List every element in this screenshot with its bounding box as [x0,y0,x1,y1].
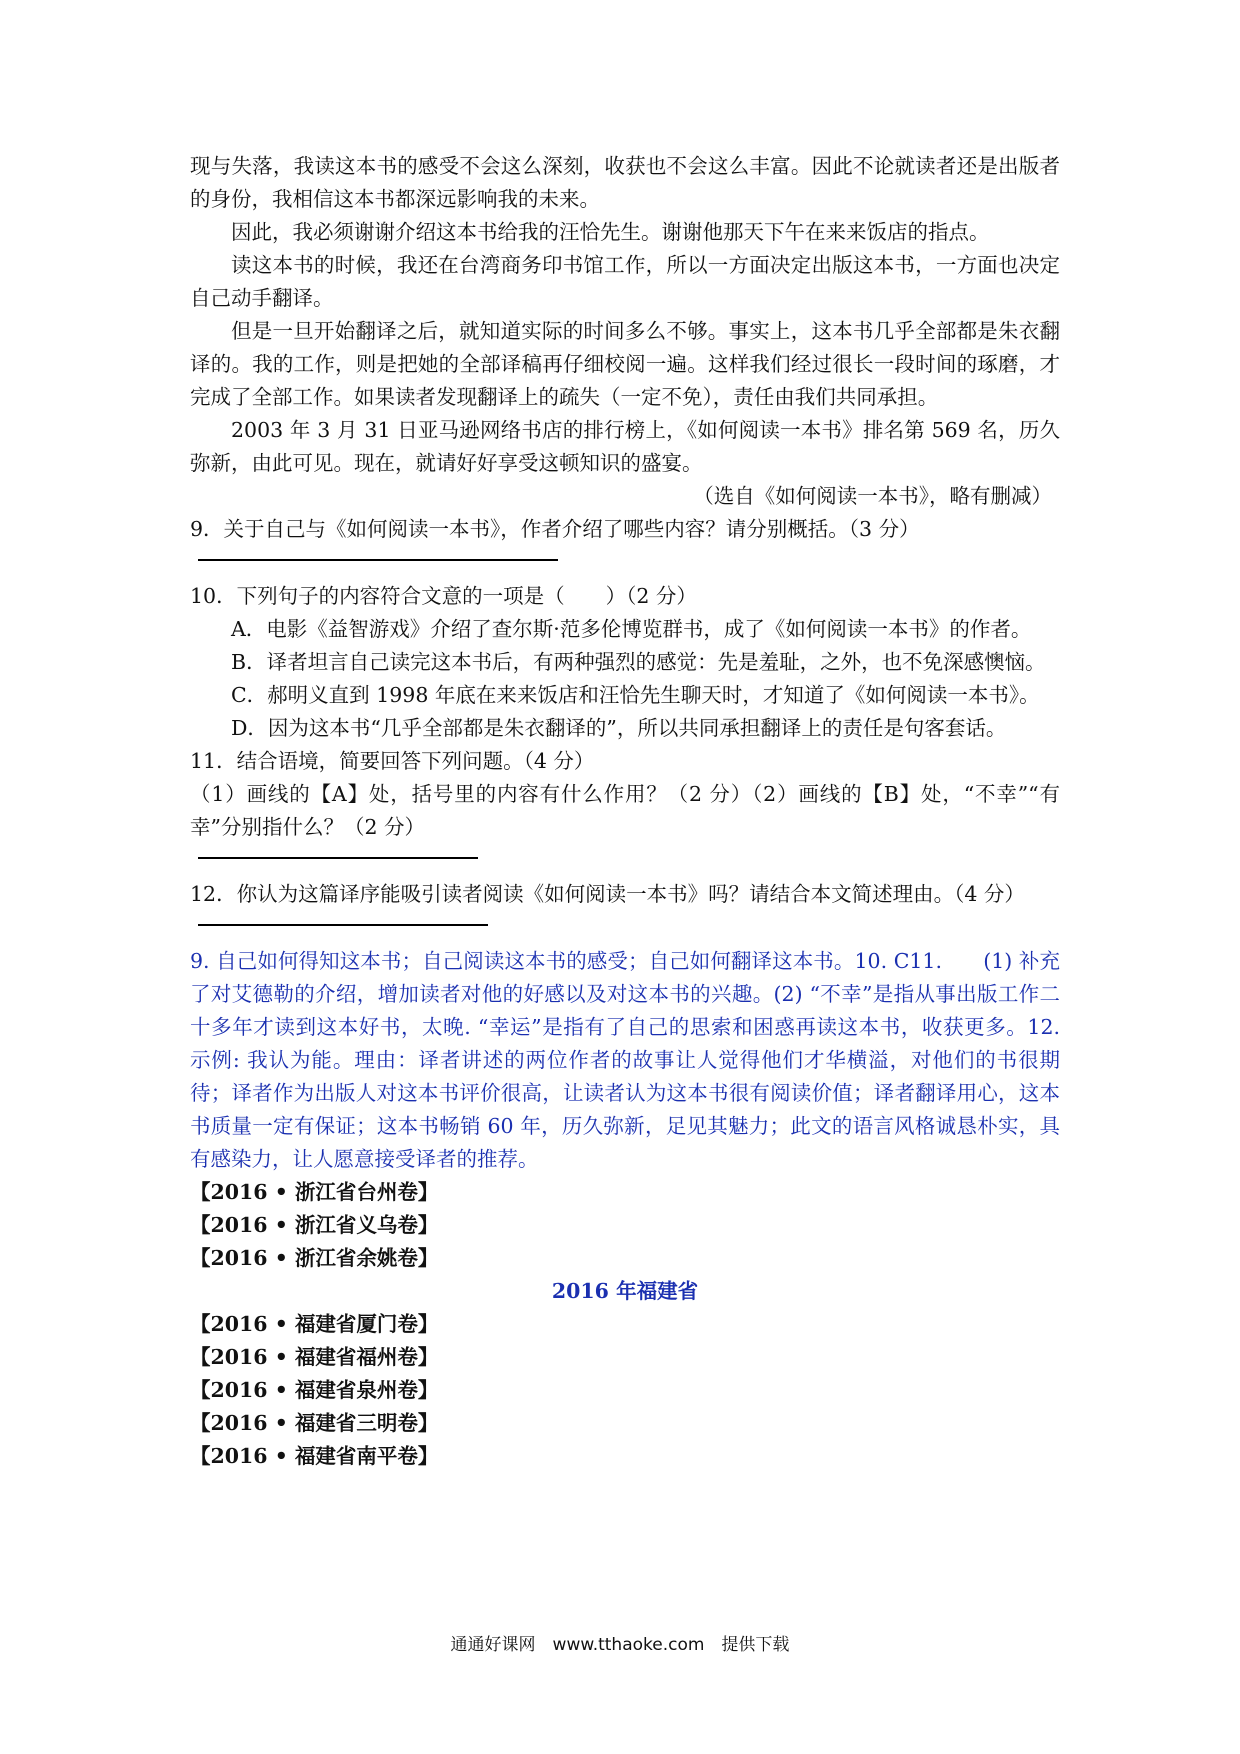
paragraph-2: 因此，我必须谢谢介绍这本书给我的汪恰先生。谢谢他那天下午在来来饭店的指点。 [231,220,990,244]
fujian-quanzhou: 【2016 • 福建省泉州卷】 [190,1378,439,1402]
option-a: A．电影《益智游戏》介绍了查尔斯·范多伦博览群书，成了《如何阅读一本书》的作者。 [231,617,1032,641]
paragraph-3: 读这本书的时候，我还在台湾商务印书馆工作，所以一方面决定出版这本书，一方面也决定自己动手翻译。 [190,253,1060,310]
question-10: 10．下列句子的内容符合文意的一项是（ ）（2 分） [190,584,697,608]
fujian-heading: 2016 年福建省 [551,1279,699,1303]
zhejiang-yiwu: 【2016 • 浙江省义乌卷】 [190,1213,439,1237]
question-12: 12．你认为这篇译序能吸引读者阅读《如何阅读一本书》吗？请结合本文简述理由。（4 分） [190,882,1025,906]
source-citation: （选自《如何阅读一本书》，略有删减） [693,484,1052,508]
option-b: B．译者坦言自己读完这本书后，有两种强烈的感觉：先是羞耻，之外，也不免深感懊恼。 [231,650,1046,674]
answer-blank-12 [190,911,1060,937]
option-d: D．因为这本书“几乎全部都是朱衣翻译的”，所以共同承担翻译上的责任是句客套话。 [231,716,1007,740]
option-c: C．郝明义直到 1998 年底在来来饭店和汪恰先生聊天时，才知道了《如何阅读一本书》。 [231,683,1040,707]
question-11-sub: （1）画线的【A】处，括号里的内容有什么作用？（2 分）（2）画线的【B】处，“不幸”“有幸”分别指什么？（2 分） [190,782,1060,839]
document-page [190,150,1101,1473]
fujian-fuzhou: 【2016 • 福建省福州卷】 [190,1345,439,1369]
zhejiang-taizhou: 【2016 • 浙江省台州卷】 [190,1180,439,1204]
question-9: 9．关于自己与《如何阅读一本书》，作者介绍了哪些内容？请分别概括。（3 分） [190,517,920,541]
fujian-xiamen: 【2016 • 福建省厦门卷】 [190,1312,439,1336]
fujian-sanming: 【2016 • 福建省三明卷】 [190,1411,439,1435]
answer-blank-11 [190,844,1060,870]
question-11: 11．结合语境，简要回答下列问题。（4 分） [190,749,595,773]
zhejiang-yuyao: 【2016 • 浙江省余姚卷】 [190,1246,439,1270]
answer-blank-9 [190,546,1060,572]
answer-key: 9. 自己如何得知这本书；自己阅读这本书的感受；自己如何翻译这本书。10. C11. (1) 补充了对艾德勒的介绍，增加读者对他的好感以及对这本书的兴趣。(2) “不幸”是指从事出版工作二十多年才读到这本好书，太晚. “幸运”是指有了自己的思索和困惑再读这本书，收获更多。12. 示例: 我认为能。理由：译者讲述的两位作者的故事让人觉得他们才华横溢，对他们的书很期待；译者作为出版人对这本书评价很高，让读者认为这本书很有阅读价值；译者翻译用心，这本书质量一定有保证；这本书畅销 60 年，历久弥新，足见其魅力；此文的语言风格诚恳朴实，具有感染力，让人愿意接受译者的推荐。 [190,949,1101,1171]
page-footer: 通通好课网 www.tthaoke.com 提供下载 [450,1635,790,1655]
paragraph-5: 2003 年 3 月 31 日亚马逊网络书店的排行榜上，《如何阅读一本书》排名第 569 名，历久弥新，由此可见。现在，就请好好享受这顿知识的盛宴。 [190,418,1060,475]
paragraph-1: 现与失落，我读这本书的感受不会这么深刻，收获也不会这么丰富。因此不论就读者还是出版者的身份，我相信这本书都深远影响我的未来。 [190,154,1060,211]
paragraph-4: 但是一旦开始翻译之后，就知道实际的时间多么不够。事实上，这本书几乎全部都是朱衣翻译的。我的工作，则是把她的全部译稿再仔细校阅一遍。这样我们经过很长一段时间的琢磨，才完成了全部工作。如果读者发现翻译上的疏失（一定不免），责任由我们共同承担。 [190,319,1060,409]
fujian-nanping: 【2016 • 福建省南平卷】 [190,1444,439,1468]
